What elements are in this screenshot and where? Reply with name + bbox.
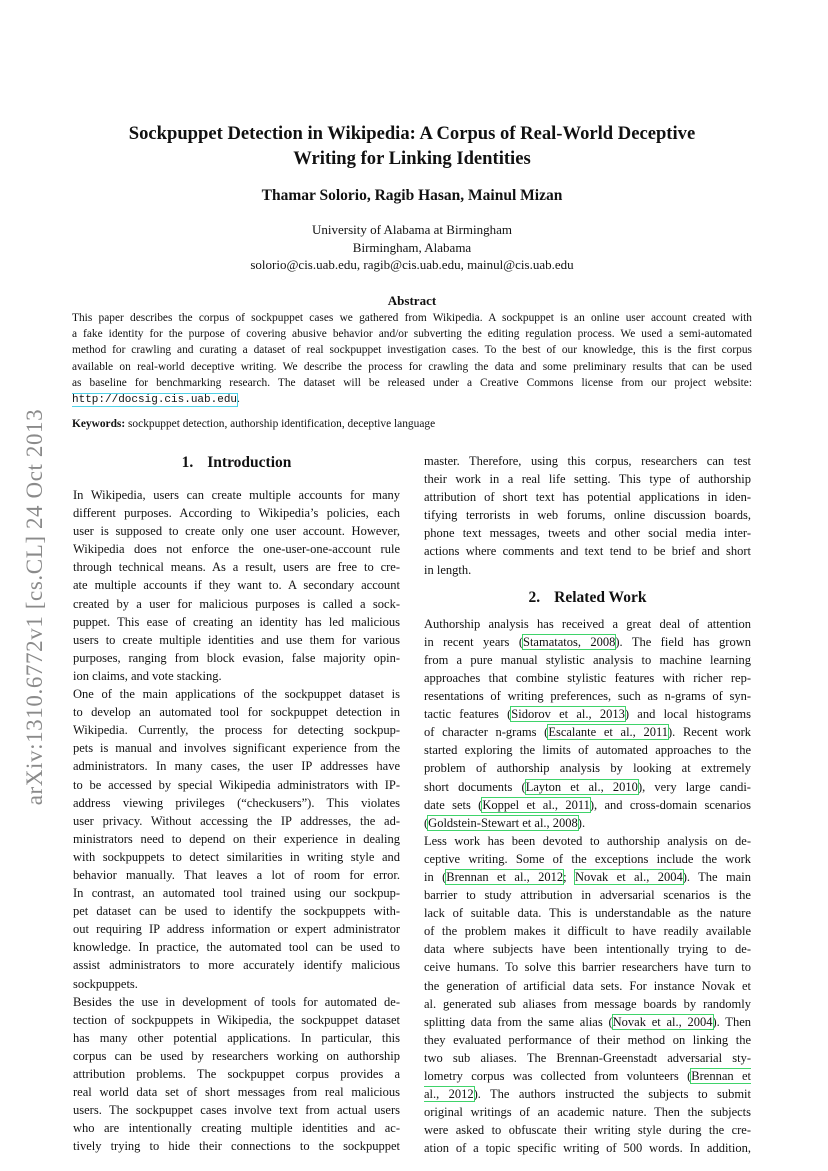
text-line: assist administrators to more accurately identify malicious	[73, 958, 400, 973]
text-line: Less work has been devoted to authorship analysis on de-	[424, 833, 751, 848]
text-line: phone text messages, tweets and other social media inter-	[424, 526, 751, 541]
text-line: Wikipedia. Currently, the process for detecting sockpup-	[73, 723, 400, 738]
text-line: of the problem makes it difficult to have readily available	[424, 924, 751, 939]
section-title: Introduction	[207, 454, 292, 471]
text-line: administrators. In many cases, the user IP addresses have	[73, 759, 400, 774]
text-line: Wikipedia does not enforce the one-user-one-account rule	[73, 542, 400, 557]
text-line: users. The sockpuppet cases involve text from actual users	[73, 1103, 400, 1118]
text-line: original writings of an academic nature. Then the subjects	[424, 1105, 751, 1120]
citation-link[interactable]: Brennan et	[691, 1069, 751, 1083]
text-line: resentations of writing preferences, such as n-grams of syn-	[424, 689, 751, 704]
title-line-2: Writing for Linking Identities	[293, 148, 531, 169]
text-line: tactic features (Sidorov et al., 2013) and local histograms	[424, 707, 751, 722]
text-line: ceptive writing. Some of the exceptions include the work	[424, 851, 751, 866]
affiliation-line-1: University of Alabama at Birmingham	[311, 222, 512, 237]
text-line: of character n-grams (Escalante et al., 2011). Recent work	[424, 725, 751, 740]
text-line: data where subjects have been intentionally trying to de-	[424, 942, 751, 957]
text-line: One of the main applications of the sockpuppet dataset is	[73, 687, 400, 702]
text-line: lometry corpus was collected from volunteers (Brennan et	[424, 1069, 751, 1083]
citation-link[interactable]: al., 2012	[424, 1087, 474, 1102]
abstract-heading: Abstract	[387, 293, 437, 308]
text-line: behavior manually. That leaves a lot of room for error.	[73, 867, 400, 882]
related-paragraph-1	[424, 615, 751, 832]
text-line: to develop an automated tool for sockpuppet detection in	[73, 705, 400, 720]
text-line: In contrast, an automated tool trained using our sockpup-	[73, 886, 400, 901]
text-line: pets is manual and involves significant experience from the	[73, 741, 400, 756]
related-work-heading	[424, 587, 751, 615]
text-line: al. generated sub aliases from message boards by randomly	[424, 996, 751, 1011]
citation-link[interactable]: Novak et al., 2004	[612, 1014, 713, 1029]
keywords	[72, 418, 752, 430]
text-line: with sockpuppets to detect similarities in writing style and	[73, 849, 400, 864]
left-column	[73, 452, 400, 1155]
abstract-link-suffix: .	[237, 393, 240, 406]
text-line: user is supposed to create only one user account. However,	[73, 524, 400, 539]
text-line: ion claims, and vote stacking.	[73, 668, 222, 683]
text-line: started exploring the limits of automated approaches to the	[424, 743, 751, 758]
abstract-body	[72, 310, 752, 408]
text-line: in recent years (Stamatatos, 2008). The field has grown	[424, 634, 751, 649]
text-line: created by a user for malicious purposes is called a sock-	[73, 596, 400, 611]
text-line: who are intentionally creating multiple identities and ac-	[73, 1121, 400, 1136]
text-line: ceive humans. To solve this barrier researchers have turn to	[424, 960, 751, 975]
text-line: attribution problems. The sockpuppet corpus provides a	[73, 1067, 400, 1081]
intro-paragraph-2	[73, 685, 400, 993]
arxiv-sidebar	[20, 372, 50, 842]
text-line: short documents (Layton et al., 2010), very large candi-	[424, 779, 751, 794]
citation-link[interactable]: Stamatatos, 2008	[523, 634, 616, 649]
arxiv-identifier: arXiv:1310.6772v1 [cs.CL] 24 Oct 2013	[22, 408, 47, 806]
text-line: out requiring IP address information or expert administrator	[73, 922, 400, 937]
text-line: user privacy. Without accessing the IP addresses, the ad-	[73, 813, 400, 828]
keywords-label: Keywords:	[72, 418, 126, 430]
abstract-line-last	[72, 391, 752, 408]
text-line: Besides the use in development of tools for automated de-	[73, 994, 400, 1009]
text-line: the generation of artificial data sets. For instance Novak et	[424, 978, 751, 993]
abstract-line: This paper describes the corpus of sockpuppet cases we gathered from Wikipedia. A sockpuppet is an online user account created with	[72, 312, 752, 324]
text-line: sockpuppets.	[73, 976, 138, 991]
abstract-line: a fake identity for the purpose of covering abusive behavior and/or subverting the editing regulation process. We used a semi-automated	[72, 328, 752, 341]
text-line: attribution of short text has potential applications in iden-	[424, 490, 751, 505]
text-line: in (Brennan et al., 2012; Novak et al., 2004). The main	[424, 869, 751, 884]
citation-link[interactable]: Sidorov et al., 2013	[511, 707, 625, 722]
text-line: tifying terrorists in web forums, online discussion boards,	[424, 508, 751, 523]
abstract-line: method for crawling and curating a dataset of real sockpuppet investigation cases. To the best of our knowledge, this is the first corpus	[72, 344, 752, 357]
abstract-line: available on real-world deceptive writing. We describe the process for crawling the data and some preliminary results that can be used	[72, 360, 752, 373]
citation-link[interactable]: Novak et al., 2004	[574, 869, 683, 884]
text-line: real world data set of short messages from real malicious	[73, 1085, 400, 1100]
text-line: date sets (Koppel et al., 2011), and cross-domain scenarios	[424, 797, 751, 812]
introduction-heading	[73, 452, 400, 480]
related-paragraph-2	[424, 832, 751, 1158]
author-list: Thamar Solorio, Ragib Hasan, Mainul Mizan	[261, 187, 563, 204]
text-line: two sub aliases. The Brennan-Greenstadt adversarial sty-	[424, 1050, 751, 1065]
text-line: ate multiple accounts if they want to. A secondary account	[73, 578, 400, 593]
affiliation-line-2: Birmingham, Alabama	[352, 239, 472, 255]
right-column	[424, 452, 751, 1157]
citation-link[interactable]: Layton et al., 2010	[525, 779, 638, 794]
citation-link[interactable]: Koppel et al., 2011	[482, 797, 590, 812]
text-line: puppet. This ease of creating an identity has led malicious	[73, 614, 400, 629]
affiliation	[72, 221, 752, 274]
text-line: problem of authorship analysis by looking at extremely	[424, 761, 751, 776]
section-number: 1.	[181, 454, 194, 471]
text-line: were asked to obfuscate their writing style during the cre-	[424, 1123, 751, 1138]
affiliation-emails: solorio@cis.uab.edu, ragib@cis.uab.edu, mainul@cis.uab.edu	[250, 257, 574, 272]
text-line: in length.	[424, 562, 472, 577]
text-line: from a pure manual stylistic analysis to machine learning	[424, 652, 751, 667]
text-line: In Wikipedia, users can create multiple accounts for many	[73, 488, 400, 502]
keywords-text: sockpuppet detection, authorship identification, deceptive language	[125, 418, 436, 430]
text-line: corpus can be used by researchers working on authorship	[73, 1048, 400, 1063]
text-line: tection of sockpuppets in Wikipedia, the sockpuppet dataset	[73, 1012, 400, 1027]
text-line: barrier to study attribution in adversarial scenarios is the	[424, 888, 751, 903]
intro-paragraph-1	[73, 486, 400, 685]
text-line: users to create multiple identities and use them for various	[73, 632, 400, 647]
text-line: Authorship analysis has received a great deal of attention	[424, 616, 751, 631]
intro-paragraph-4	[424, 452, 751, 579]
text-line: their work in a real life setting. This type of authorship	[424, 472, 751, 487]
section-title: Related Work	[554, 588, 647, 606]
text-line: pet dataset can be used to identify the sockpuppets with-	[73, 904, 400, 919]
text-line: actions where comments and text tend to be brief and short	[424, 544, 751, 559]
text-line: address viewing privileges (“checkusers”). This violates	[73, 795, 400, 810]
abstract-line: as baseline for benchmarking research. The dataset will be released under a Creative Commons license from our project website:	[72, 376, 752, 389]
text-line: splitting data from the same alias (Novak et al., 2004). Then	[424, 1014, 751, 1029]
title-line-1: Sockpuppet Detection in Wikipedia: A Corpus of Real-World Deceptive	[128, 123, 696, 144]
text-line: (Goldstein-Stewart et al., 2008).	[424, 815, 586, 830]
text-line: ministrators need to depend on their experience in dealing	[73, 831, 400, 846]
text-line: al., 2012). The authors instructed the subjects to submit	[424, 1087, 751, 1102]
text-line: ation of a topic specific writing of 500 words. In addition,	[424, 1141, 751, 1156]
text-line: tively trying to hide their connections to the sockpuppet	[73, 1139, 400, 1154]
text-line: purposes, ranging from block evasion, false majority opin-	[73, 650, 400, 665]
text-line: different purposes. According to Wikipedia’s policies, each	[73, 506, 400, 521]
text-line: to be accessed by special Wikipedia administrators with IP-	[73, 777, 400, 792]
text-line: approaches that combine stylistic features with richer rep-	[424, 670, 751, 685]
text-line: master. Therefore, using this corpus, researchers can test	[424, 454, 751, 468]
intro-paragraph-3	[73, 993, 400, 1156]
section-number: 2.	[528, 588, 541, 606]
text-line: has many other potential applications. In particular, this	[73, 1030, 400, 1045]
project-website-link[interactable]: http://docsig.cis.uab.edu	[72, 394, 238, 407]
citation-link[interactable]: Goldstein-Stewart et al., 2008	[428, 815, 578, 830]
text-line: they evaluated performance of their method on linking the	[424, 1032, 751, 1047]
citation-link[interactable]: Escalante et al., 2011	[548, 725, 669, 740]
text-line: knowledge. In practice, the automated tool can be used to	[73, 940, 400, 955]
text-line: through technical means. As a result, users are free to cre-	[73, 560, 400, 575]
citation-link[interactable]: Brennan et al., 2012	[446, 869, 564, 884]
paper-title	[72, 121, 752, 171]
text-line: lack of suitable data. This is understandable as the nature	[424, 906, 751, 921]
